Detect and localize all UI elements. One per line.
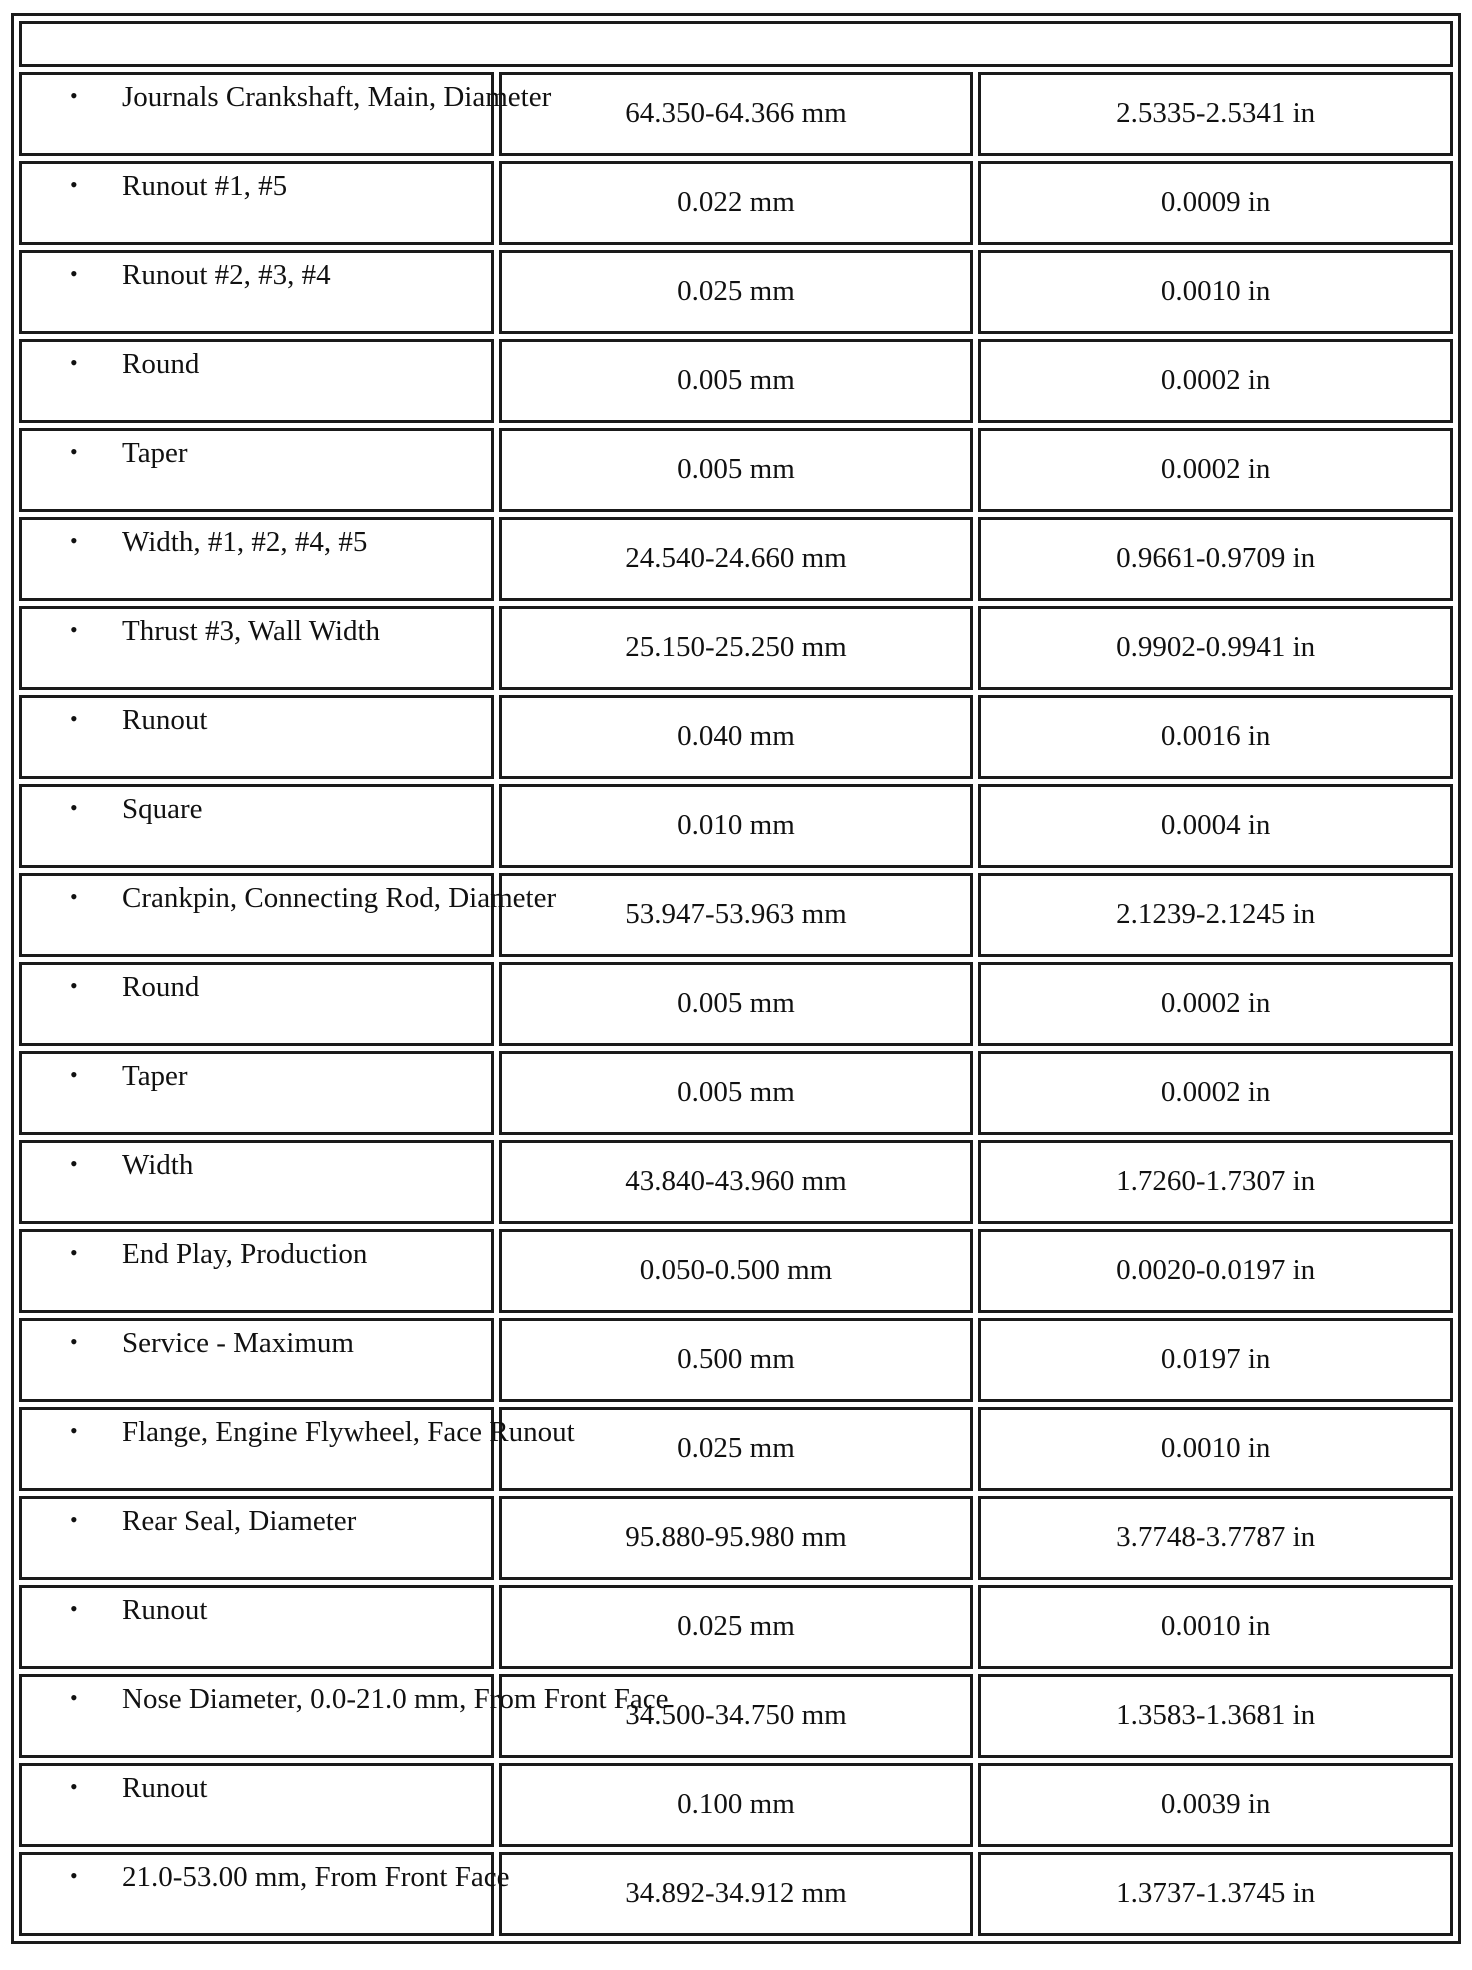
metric-value: 0.100 mm [677, 1788, 795, 1820]
imperial-value: 0.0016 in [1160, 720, 1271, 752]
imperial-value-cell [978, 962, 1453, 1046]
table-header-cell [19, 21, 1453, 67]
table-row [19, 606, 1453, 690]
imperial-value: 0.0197 in [1160, 1343, 1271, 1375]
table-row [19, 1318, 1453, 1402]
spec-label: 21.0-53.00 mm, From Front Face [122, 1861, 510, 1893]
imperial-value-cell [978, 72, 1453, 156]
metric-value-cell [499, 1496, 974, 1580]
spec-label-cell [19, 873, 557, 957]
spec-label: Taper [122, 437, 188, 469]
table-row [19, 1585, 1453, 1669]
imperial-value-cell [978, 1674, 1453, 1758]
imperial-value-cell [978, 1496, 1453, 1580]
metric-value: 0.025 mm [677, 275, 795, 307]
bullet-icon: • [70, 172, 78, 197]
metric-value-cell [499, 1229, 974, 1313]
table-row [19, 1496, 1453, 1580]
spec-label-cell [19, 784, 494, 868]
metric-value: 0.005 mm [677, 453, 795, 485]
imperial-value-cell [978, 1051, 1453, 1135]
spec-label-cell [19, 428, 494, 512]
metric-value: 0.050-0.500 mm [639, 1254, 833, 1286]
bullet-icon: • [70, 1863, 78, 1888]
table-row [19, 962, 1453, 1046]
table-row [19, 428, 1453, 512]
metric-value: 0.010 mm [677, 809, 795, 841]
spec-label: Square [122, 793, 203, 825]
spec-label-cell [19, 1585, 494, 1669]
spec-label-cell [19, 161, 494, 245]
spec-label: Width, #1, #2, #4, #5 [122, 526, 368, 558]
spec-label-cell [19, 1852, 510, 1936]
bullet-icon: • [70, 1418, 78, 1443]
spec-label: Thrust #3, Wall Width [122, 615, 381, 647]
imperial-value: 1.7260-1.7307 in [1116, 1165, 1316, 1197]
metric-value-cell [499, 517, 974, 601]
imperial-value-cell [978, 1585, 1453, 1669]
spec-label-cell [19, 72, 552, 156]
imperial-value: 0.0010 in [1160, 275, 1271, 307]
imperial-value: 0.9902-0.9941 in [1116, 631, 1316, 663]
imperial-value: 0.0002 in [1160, 987, 1271, 1019]
metric-value-cell [499, 695, 974, 779]
spec-label: Crankpin, Connecting Rod, Diameter [122, 882, 557, 914]
metric-value-cell [499, 1051, 974, 1135]
table-row [19, 1407, 1453, 1491]
table-row [19, 1674, 1453, 1758]
imperial-value-cell [978, 161, 1453, 245]
metric-value-cell [499, 72, 974, 156]
spec-label: Journals Crankshaft, Main, Diameter [122, 81, 552, 113]
imperial-value-cell [978, 428, 1453, 512]
metric-value-cell [499, 1318, 974, 1402]
spec-label-cell [19, 962, 494, 1046]
spec-label-cell [19, 250, 494, 334]
imperial-value: 0.0020-0.0197 in [1116, 1254, 1316, 1286]
imperial-value-cell [978, 1229, 1453, 1313]
bullet-icon: • [70, 884, 78, 909]
imperial-value: 0.0010 in [1160, 1610, 1271, 1642]
metric-value: 34.892-34.912 mm [625, 1877, 847, 1909]
spec-label: Runout [122, 704, 208, 736]
table-row [19, 1229, 1453, 1313]
imperial-value: 0.0002 in [1160, 364, 1271, 396]
imperial-value: 0.0010 in [1160, 1432, 1271, 1464]
table-row [19, 1051, 1453, 1135]
spec-label-cell [19, 1407, 575, 1491]
spec-label: Runout [122, 1594, 208, 1626]
table-row [19, 72, 1453, 156]
spec-label-cell [19, 1318, 494, 1402]
bullet-icon: • [70, 795, 78, 820]
spec-label-cell [19, 606, 494, 690]
bullet-icon: • [70, 1596, 78, 1621]
metric-value-cell [499, 161, 974, 245]
spec-label-cell [19, 1763, 494, 1847]
imperial-value: 2.5335-2.5341 in [1116, 97, 1316, 129]
bullet-icon: • [70, 617, 78, 642]
metric-value: 0.040 mm [677, 720, 795, 752]
imperial-value: 3.7748-3.7787 in [1116, 1521, 1316, 1553]
bullet-icon: • [70, 973, 78, 998]
spec-label-cell [19, 1140, 494, 1224]
bullet-icon: • [70, 350, 78, 375]
spec-label-cell [19, 339, 494, 423]
metric-value: 64.350-64.366 mm [625, 97, 847, 129]
table-row [19, 873, 1453, 957]
metric-value: 0.005 mm [677, 364, 795, 396]
imperial-value-cell [978, 250, 1453, 334]
metric-value: 25.150-25.250 mm [625, 631, 847, 663]
bullet-icon: • [70, 1507, 78, 1532]
bullet-icon: • [70, 83, 78, 108]
imperial-value-cell [978, 1140, 1453, 1224]
spec-label: Flange, Engine Flywheel, Face Runout [122, 1416, 575, 1448]
spec-label: Service - Maximum [122, 1327, 354, 1359]
imperial-value: 2.1239-2.1245 in [1116, 898, 1316, 930]
spec-label: Runout [122, 1772, 208, 1804]
table-row [19, 784, 1453, 868]
table-row [19, 161, 1453, 245]
bullet-icon: • [70, 1062, 78, 1087]
imperial-value: 0.0039 in [1160, 1788, 1271, 1820]
bullet-icon: • [70, 439, 78, 464]
metric-value: 0.005 mm [677, 1076, 795, 1108]
metric-value-cell [499, 1763, 974, 1847]
spec-label: End Play, Production [122, 1238, 368, 1270]
spec-label-cell [19, 695, 494, 779]
metric-value-cell [499, 873, 974, 957]
metric-value: 95.880-95.980 mm [625, 1521, 847, 1553]
metric-value-cell [499, 1585, 974, 1669]
metric-value: 24.540-24.660 mm [625, 542, 847, 574]
imperial-value-cell [978, 1407, 1453, 1491]
metric-value-cell [499, 784, 974, 868]
table-row [19, 1852, 1453, 1936]
imperial-value: 0.0009 in [1160, 186, 1271, 218]
spec-label: Round [122, 971, 200, 1003]
imperial-value-cell [978, 1318, 1453, 1402]
bullet-icon: • [70, 706, 78, 731]
table-row [19, 517, 1453, 601]
imperial-value: 1.3583-1.3681 in [1116, 1699, 1316, 1731]
table-header-row [19, 21, 1453, 67]
metric-value-cell [499, 250, 974, 334]
spec-label-cell [19, 517, 494, 601]
table-row [19, 339, 1453, 423]
metric-value: 0.022 mm [677, 186, 795, 218]
spec-label-cell [19, 1229, 494, 1313]
imperial-value-cell [978, 517, 1453, 601]
crankshaft-spec-table [11, 13, 1461, 1944]
bullet-icon: • [70, 261, 78, 286]
metric-value: 53.947-53.963 mm [625, 898, 847, 930]
imperial-value-cell [978, 784, 1453, 868]
imperial-value-cell [978, 873, 1453, 957]
imperial-value-cell [978, 695, 1453, 779]
bullet-icon: • [70, 1774, 78, 1799]
metric-value-cell [499, 962, 974, 1046]
spec-label-cell [19, 1674, 669, 1758]
metric-value: 0.005 mm [677, 987, 795, 1019]
bullet-icon: • [70, 528, 78, 553]
spec-label: Taper [122, 1060, 188, 1092]
imperial-value-cell [978, 1852, 1453, 1936]
spec-label: Runout #2, #3, #4 [122, 259, 331, 291]
imperial-value: 1.3737-1.3745 in [1116, 1877, 1316, 1909]
imperial-value-cell [978, 606, 1453, 690]
spec-label-cell [19, 1051, 494, 1135]
imperial-value-cell [978, 1763, 1453, 1847]
metric-value: 43.840-43.960 mm [625, 1165, 847, 1197]
imperial-value-cell [978, 339, 1453, 423]
spec-label: Width [122, 1149, 194, 1181]
metric-value-cell [499, 1140, 974, 1224]
imperial-value: 0.0002 in [1160, 453, 1271, 485]
metric-value: 0.025 mm [677, 1610, 795, 1642]
imperial-value: 0.9661-0.9709 in [1116, 542, 1316, 574]
table-row [19, 250, 1453, 334]
spec-label: Nose Diameter, 0.0-21.0 mm, From Front Face [122, 1683, 669, 1715]
metric-value: 34.500-34.750 mm [625, 1699, 847, 1731]
bullet-icon: • [70, 1151, 78, 1176]
table-row [19, 1140, 1453, 1224]
spec-label: Round [122, 348, 200, 380]
metric-value: 0.025 mm [677, 1432, 795, 1464]
bullet-icon: • [70, 1685, 78, 1710]
spec-label: Rear Seal, Diameter [122, 1505, 357, 1537]
table-row [19, 1763, 1453, 1847]
metric-value-cell [499, 428, 974, 512]
table-row [19, 695, 1453, 779]
spec-label-cell [19, 1496, 494, 1580]
bullet-icon: • [70, 1240, 78, 1265]
bullet-icon: • [70, 1329, 78, 1354]
metric-value: 0.500 mm [677, 1343, 795, 1375]
metric-value-cell [499, 1852, 974, 1936]
imperial-value: 0.0002 in [1160, 1076, 1271, 1108]
imperial-value: 0.0004 in [1160, 809, 1271, 841]
metric-value-cell [499, 339, 974, 423]
metric-value-cell [499, 606, 974, 690]
spec-table-body [19, 21, 1453, 1936]
spec-label: Runout #1, #5 [122, 170, 288, 202]
